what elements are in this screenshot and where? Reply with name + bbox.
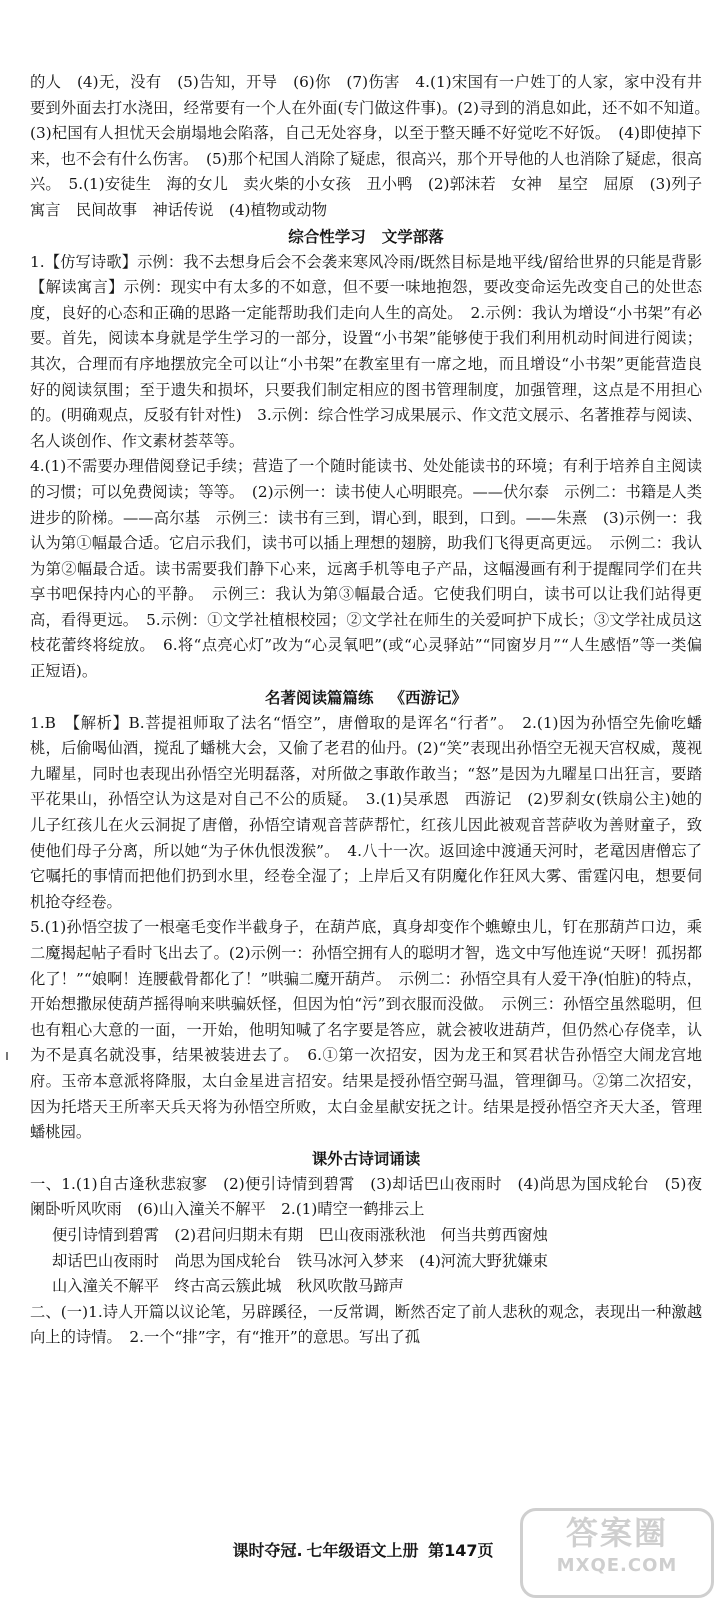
paragraph: 5.(1)孙悟空拔了一根毫毛变作半截身子，在葫芦底，真身却变作个蟭蟟虫儿，钉在那葫芦口边，乘二魔揭起帖子看时飞出去了。(2)示例一：孙悟空拥有人的聪明才智，选文中写他连说“天呀！孤拐都化了！”“娘啊！连腰截骨都化了！”哄骗二魔开葫芦。 示例二：孙悟空具有人爱干净(怕脏)的特点，开始想撒尿使葫芦摇得响来哄骗妖怪，但因为怕“污”到衣服而没做。 示例三：孙悟空虽然聪明，但也有粗心大意的一面，一开始，他明知喊了名字要是答应，就会被收进葫芦，但仍然心存侥幸，认为不是真名就没事，结果被装进去了。 6.①第一次招安，因为龙王和冥君状告孙悟空大闹龙宫地府。玉帝本意派将降服，太白金星进言招安。结果是授孙悟空弼马温，管理御马。②第二次招安，因为托塔天王所率天兵天将为孙悟空所败，太白金星献安抚之计。结果是授孙悟空齐天大圣，管理蟠桃园。: [30, 918, 702, 1142]
paragraph: 的人 (4)无，没有 (5)告知，开导 (6)你 (7)伤害 4.(1)宋国有一户姓丁的人家，家中没有井要到外面去打水浇田，经常要有一个人在外面(专门做这件事)。(2)寻到的消息如此，还不如不知道。 (3)杞国有人担忧天会崩塌地会陷落，自己无处容身，以至于整天睡不好觉吃不好饭。 (4)即使掉下来，也不会有什么伤害。 (5)那个杞国人消除了疑虑，很高兴，那个开导他的人也消除了疑虑，很高兴。 5.(1)安徒生 海的女儿 卖火柴的小女孩 丑小鸭 (2)郭沫若 女神 星空 屈原 (3)列子 寓言 民间故事 神话传说 (4)植物或动物: [30, 73, 718, 219]
section-continued-answers: [30, 70, 718, 224]
section-extracurricular-poetry: [30, 1146, 702, 1351]
paragraph: 二、(一)1.诗人开篇以议论笔，另辟蹊径，一反常调，断然否定了前人悲秋的观念，表现出一种激越向上的诗情。 2.一个“排”字，有“推开”的意思。写出了孤: [30, 1302, 702, 1347]
paragraph: 4.(1)不需要办理借阅登记手续；营造了一个随时能读书、处处能读书的环境；有利于培养自主阅读的习惯；可以免费阅读；等等。 (2)示例一：读书使人心明眼亮。——伏尔泰 示例二：书籍是人类进步的阶梯。——高尔基 示例三：读书有三到，谓心到，眼到，口到。——朱熹 (3)示例一：我认为第①幅最合适。它启示我们，读书可以插上理想的翅膀，助我们飞得更高更远。 示例二：我认为第②幅最合适。读书需要我们静下心来，远离手机等电子产品，这幅漫画有利于提醒同学们在共享书吧保持内心的平静。 示例三：我认为第③幅最合适。它使我们明白，读书可以让我们站得更高，看得更远。 5.示例：①文学社植根校园；②文学社在师生的关爱呵护下成长；③文学社成员这枝花蕾终将绽放。 6.将“点亮心灯”改为“心灵氧吧”(或“心灵驿站”“同窗岁月”“人生感悟”等一类偏正短语)。: [30, 457, 702, 681]
section-heading: [30, 224, 702, 250]
heading-part: 名著阅读篇篇练: [264, 688, 374, 707]
heading-part: 综合性学习: [288, 227, 366, 246]
footer-grade: 七年级语文上册: [306, 1541, 419, 1560]
heading-part: 《西游记》: [389, 688, 468, 707]
paragraph: 一、1.(1)自古逢秋悲寂寥 (2)便引诗情到碧霄 (3)却话巴山夜雨时 (4)尚思为国戍轮台 (5)夜阑卧听风吹雨 (6)山入潼关不解平 2.(1)晴空一鹤排云上: [30, 1174, 702, 1219]
footer-book: 课时夺冠.: [232, 1541, 303, 1560]
watermark-title: 答案圈: [565, 1514, 668, 1552]
section-heading: [30, 685, 702, 711]
paragraph: 1.【仿写诗歌】示例：我不去想身后会不会袭来寒风冷雨/既然目标是地平线/留给世界的只能是背影 【解读寓言】示例：现实中有太多的不如意，但不要一味地抱怨，要改变命运先改变自己的处世态度，良好的心态和正确的思路一定能帮助我们走向人生的高处。 2.示例：我认为增设“小书架”有必要。首先，阅读本身就是学生学习的一部分，设置“小书架”能够使于我们利用机动时间进行阅读；其次，合理而有序地摆放完全可以让“小书架”在教室里有一席之地，而且增设“小书架”更能营造良好的阅读氛围；至于遗失和损坏，只要我们制定相应的图书管理制度，加强管理，这点是不用担心的。(明确观点，反驳有针对性) 3.示例：综合性学习成果展示、作文范文展示、名著推荐与阅读、名人谈创作、作文素材荟萃等。: [30, 252, 718, 450]
footer-page-number: 第147页: [428, 1541, 494, 1560]
heading-part: 课外古诗词诵读: [311, 1149, 421, 1168]
section-heading: [30, 1146, 702, 1172]
answer-page: [30, 70, 718, 1351]
poem-line: 却话巴山夜雨时 尚思为国戍轮台 铁马冰河入梦来 (4)河流大野犹嫌束: [52, 1251, 548, 1270]
margin-mark: [6, 1052, 8, 1060]
poem-line: 便引诗情到碧霄 (2)君问归期未有期 巴山夜雨涨秋池 何当共剪西窗烛: [52, 1225, 548, 1244]
watermark-url: MXQE.COM: [556, 1555, 678, 1576]
site-watermark: [520, 1508, 714, 1598]
section-comprehensive-learning: [30, 224, 718, 685]
section-classic-reading: [30, 685, 702, 1146]
paragraph: 1.B 【解析】B.菩提祖师取了法名“悟空”，唐僧取的是诨名“行者”。 2.(1)因为孙悟空先偷吃蟠桃，后偷喝仙酒，搅乱了蟠桃大会，又偷了老君的仙丹。(2)“笑”表现出孙悟空无视天宫权威，蔑视九曜星，同时也表现出孙悟空光明磊落，对所做之事敢作敢当；“怒”是因为九曜星口出狂言，要踏平花果山，孙悟空认为这是对自己不公的质疑。 3.(1)吴承恩 西游记 (2)罗刹女(铁扇公主)她的儿子红孩儿在火云洞捉了唐僧，孙悟空请观音菩萨帮忙，红孩儿因此被观音菩萨收为善财童子，致使他们母子分离，所以她“为子休仇恨泼猴”。 4.八十一次。返回途中渡通天河时，老鼋因唐僧忘了它嘱托的事情而把他们扔到水里，经卷全湿了；上岸后又有阴魔化作狂风大雾、雷霆闪电，想要伺机抢夺经卷。: [30, 713, 702, 911]
poem-line: 山入潼关不解平 终古高云簇此城 秋风吹散马蹄声: [52, 1277, 404, 1296]
heading-part: 文学部落: [381, 227, 444, 246]
